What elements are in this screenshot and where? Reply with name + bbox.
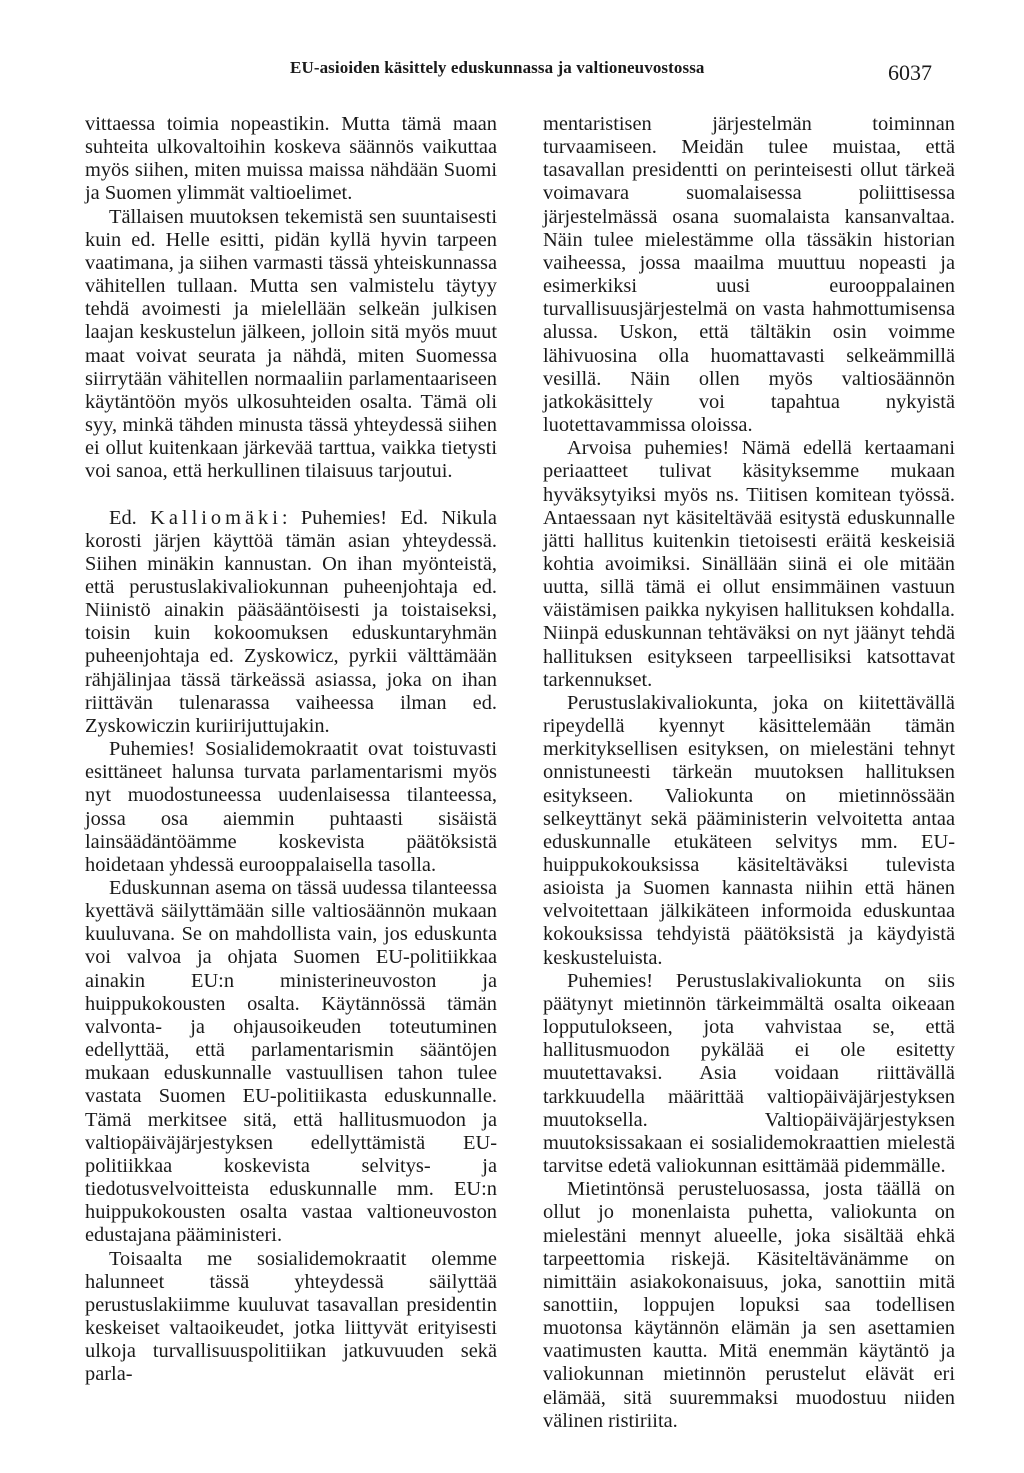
left-column [85,113,497,1386]
paragraph: Eduskunnan asema on tässä uudessa tilanteessa kyettävä säilyttämään sille valtiosäännön mukaan kuuluvana. Se on mahdollista vain, jos eduskunta voi valvoa ja ohjata Suomen EU-politiikkaa ainakin EU:n ministerineuvoston ja huippukokousten osalta. Käytännössä tämän valvonta- ja ohjausoikeuden toteutuminen edellyttää, että parlamentarismin sääntöjen mukaan eduskunnalle vastuullisen tahon tulee vastata Suomen EU-politiikasta eduskunnalle. Tämä merkitsee sitä, että hallitusmuodon ja valtiopäiväjärjestyksen edellyttämistä EU-politiikkaa koskevista selvitys- ja tiedotusvelvoitteista eduskunnalle mm. EU:n huippukokousten osalta vastaa valtioneuvoston edustajana pääministeri. [85,877,497,1247]
page-number: 6037 [888,60,932,85]
right-column [543,113,955,1433]
paragraph: Toisaalta me sosialidemokraatit olemme halunneet tässä yhteydessä säilyttää perustuslakiimme kuuluvat tasavallan presidentin keskeiset valtaoikeudet, jotka liittyvät erityisesti ulkoja turvallisuuspolitiikan jatkuvuuden sekä parla- [85,1247,497,1386]
speech-paragraph [85,507,497,739]
paragraph: Mietintönsä perusteluosassa, josta täällä on ollut jo monenlaista puhetta, valiokunta on mielestäni mennyt alueelle, joka sisältää ehkä tarpeettomia riskejä. Käsiteltävänämme on nimittäin asiakokonaisuus, joka, sanottiin mitä sanottiin, loppujen lopuksi saa todellisen muotonsa käytännön elämän ja sen asettamien vaatimusten kautta. Mitä enemmän käytäntö ja valiokunnan mietinnön perustelut elävät eri elämää, sitä suuremmaksi muodostuu niiden välinen ristiriita. [543,1178,955,1432]
speech-text: : Puhemies! Ed. Nikula korosti järjen käyttöä tämän asian yhteydessä. Siihen minäkin kannustan. On ihan myönteistä, että perustuslakivaliokunnan puheenjohtaja ed. Niinistö ainakin pääsääntöisesti ja toistaiseksi, toisin kuin kokoomuksen eduskuntaryhmän puheenjohtaja ed. Zyskowicz, pyrkii välttämään rähjälinjaa tässä tärkeässä asiassa, joka on ihan riittävän tulenarassa vaiheessa ilman ed. Zyskowiczin kuriirijuttujakin. [85,506,497,737]
paragraph: Tällaisen muutoksen tekemistä sen suuntaisesti kuin ed. Helle esitti, pidän kyllä hyvin tarpeen vaatimana, ja siihen varmasti tässä yhteiskunnassa vähitellen tullaan. Mutta sen valmistelu täytyy tehdä avoimesti ja mielellään selkeän julkisen laajan keskustelun jälkeen, jolloin sitä myös muut maat voivat seurata ja nähdä, miten Suomessa siirrytään vähitellen normaaliin parlamentaariseen käytäntöön myös ulkosuhteiden osalta. Tämä oli syy, minkä tähden minusta tässä yhteydessä siihen ei ollut kuitenkaan järkevää tarttua, vaikka tietysti voi sanoa, että herkullinen tilaisuus tarjoutui. [85,205,497,483]
paragraph: Puhemies! Perustuslakivaliokunta on siis päätynyt mietinnön tärkeimmältä osalta oikeaan lopputulokseen, jota vahvistaa se, että hallitusmuodon pykälää ei ole esitetty muutettavaksi. Asia voidaan riittävällä tarkkuudella määrittää valtiopäiväjärjestyksen muutoksella. Valtiopäiväjärjestyksen muutoksissakaan ei sosialidemokraattien mielestä tarvitse edetä valiokunnan esittämää pidemmälle. [543,969,955,1178]
paragraph: Puhemies! Sosialidemokraatit ovat toistuvasti esittäneet halunsa turvata parlamentarismi myös nyt muodostuneessa uudenlaisessa tilanteessa, jossa osa aiemmin puhtaasti sisäistä lainsäädäntöämme koskevista päätöksistä hoidetaan yhdessä eurooppalaisella tasolla. [85,738,497,876]
paragraph: Arvoisa puhemies! Nämä edellä kertaamani periaatteet tulivat käsityksemme mukaan hyväksytyiksi myös ns. Tiitisen komitean työssä. Antaessaan nyt käsiteltävää esitystä eduskunnalle jätti hallitus kuitenkin tietoisesti eräitä keskeisiä kohtia avoimiksi. Sinällään siinä ei ole mitään uutta, sillä tämä ei ollut ensimmäinen vastuun väistämisen paikka nykyisen hallituksen kohdalla. Niinpä eduskunnan tehtäväksi on nyt jäänyt tehdä hallituksen esitykseen tarpeellisiksi katsottavat tarkennukset. [543,437,955,691]
paragraph: mentaristisen järjestelmän toiminnan turvaamiseen. Meidän tulee muistaa, että tasavallan presidentti on perinteisesti ollut tärkeä voimavara suomalaisessa poliittisessa järjestelmässä osana suomalaista kansanvaltaa. Näin tulee mielestämme olla tässäkin historian vaiheessa, jossa maailma muuttuu nopeasti ja esimerkiksi uusi eurooppalainen turvallisuusjärjestelmä on vasta hahmottumisensa alussa. Uskon, että tältäkin osin voimme lähivuosina olla huomattavasti selkeämmillä vesillä. Näin ollen myös valtiosäännön jatkokäsittely voi tapahtua nykyistä luotettavammissa oloissa. [543,113,955,437]
speaker-name: Kalliomäki [150,506,282,529]
running-header: EU-asioiden käsittely eduskunnassa ja valtioneuvostossa [290,58,705,77]
paragraph: vittaessa toimia nopeastikin. Mutta tämä maan suhteita ulkovaltoihin koskeva säännös vaikuttaa myös siihen, miten muissa maissa nähdään Suomi ja Suomen ylimmät valtioelimet. [85,113,497,205]
paragraph: Perustuslakivaliokunta, joka on kiitettävällä ripeydellä kyennyt käsittelemään tämän merkityksellisen esityksen, on mielestäni tehnyt onnistuneesti tärkeän muutoksen hallituksen esitykseen. Valiokunta on mietinnössään selkeyttänyt sekä pääministerin velvoitetta antaa eduskunnalle etukäteen selvitys mm. EU-huippukokouksissa käsiteltäväksi tulevista asioista ja Suomen kannasta niihin että hänen velvoitettaan jälkikäteen informoida eduskuntaa kokouksissa tehdyistä päätöksistä ja käydyistä keskusteluista. [543,691,955,969]
speaker-prefix: Ed. [109,506,151,529]
